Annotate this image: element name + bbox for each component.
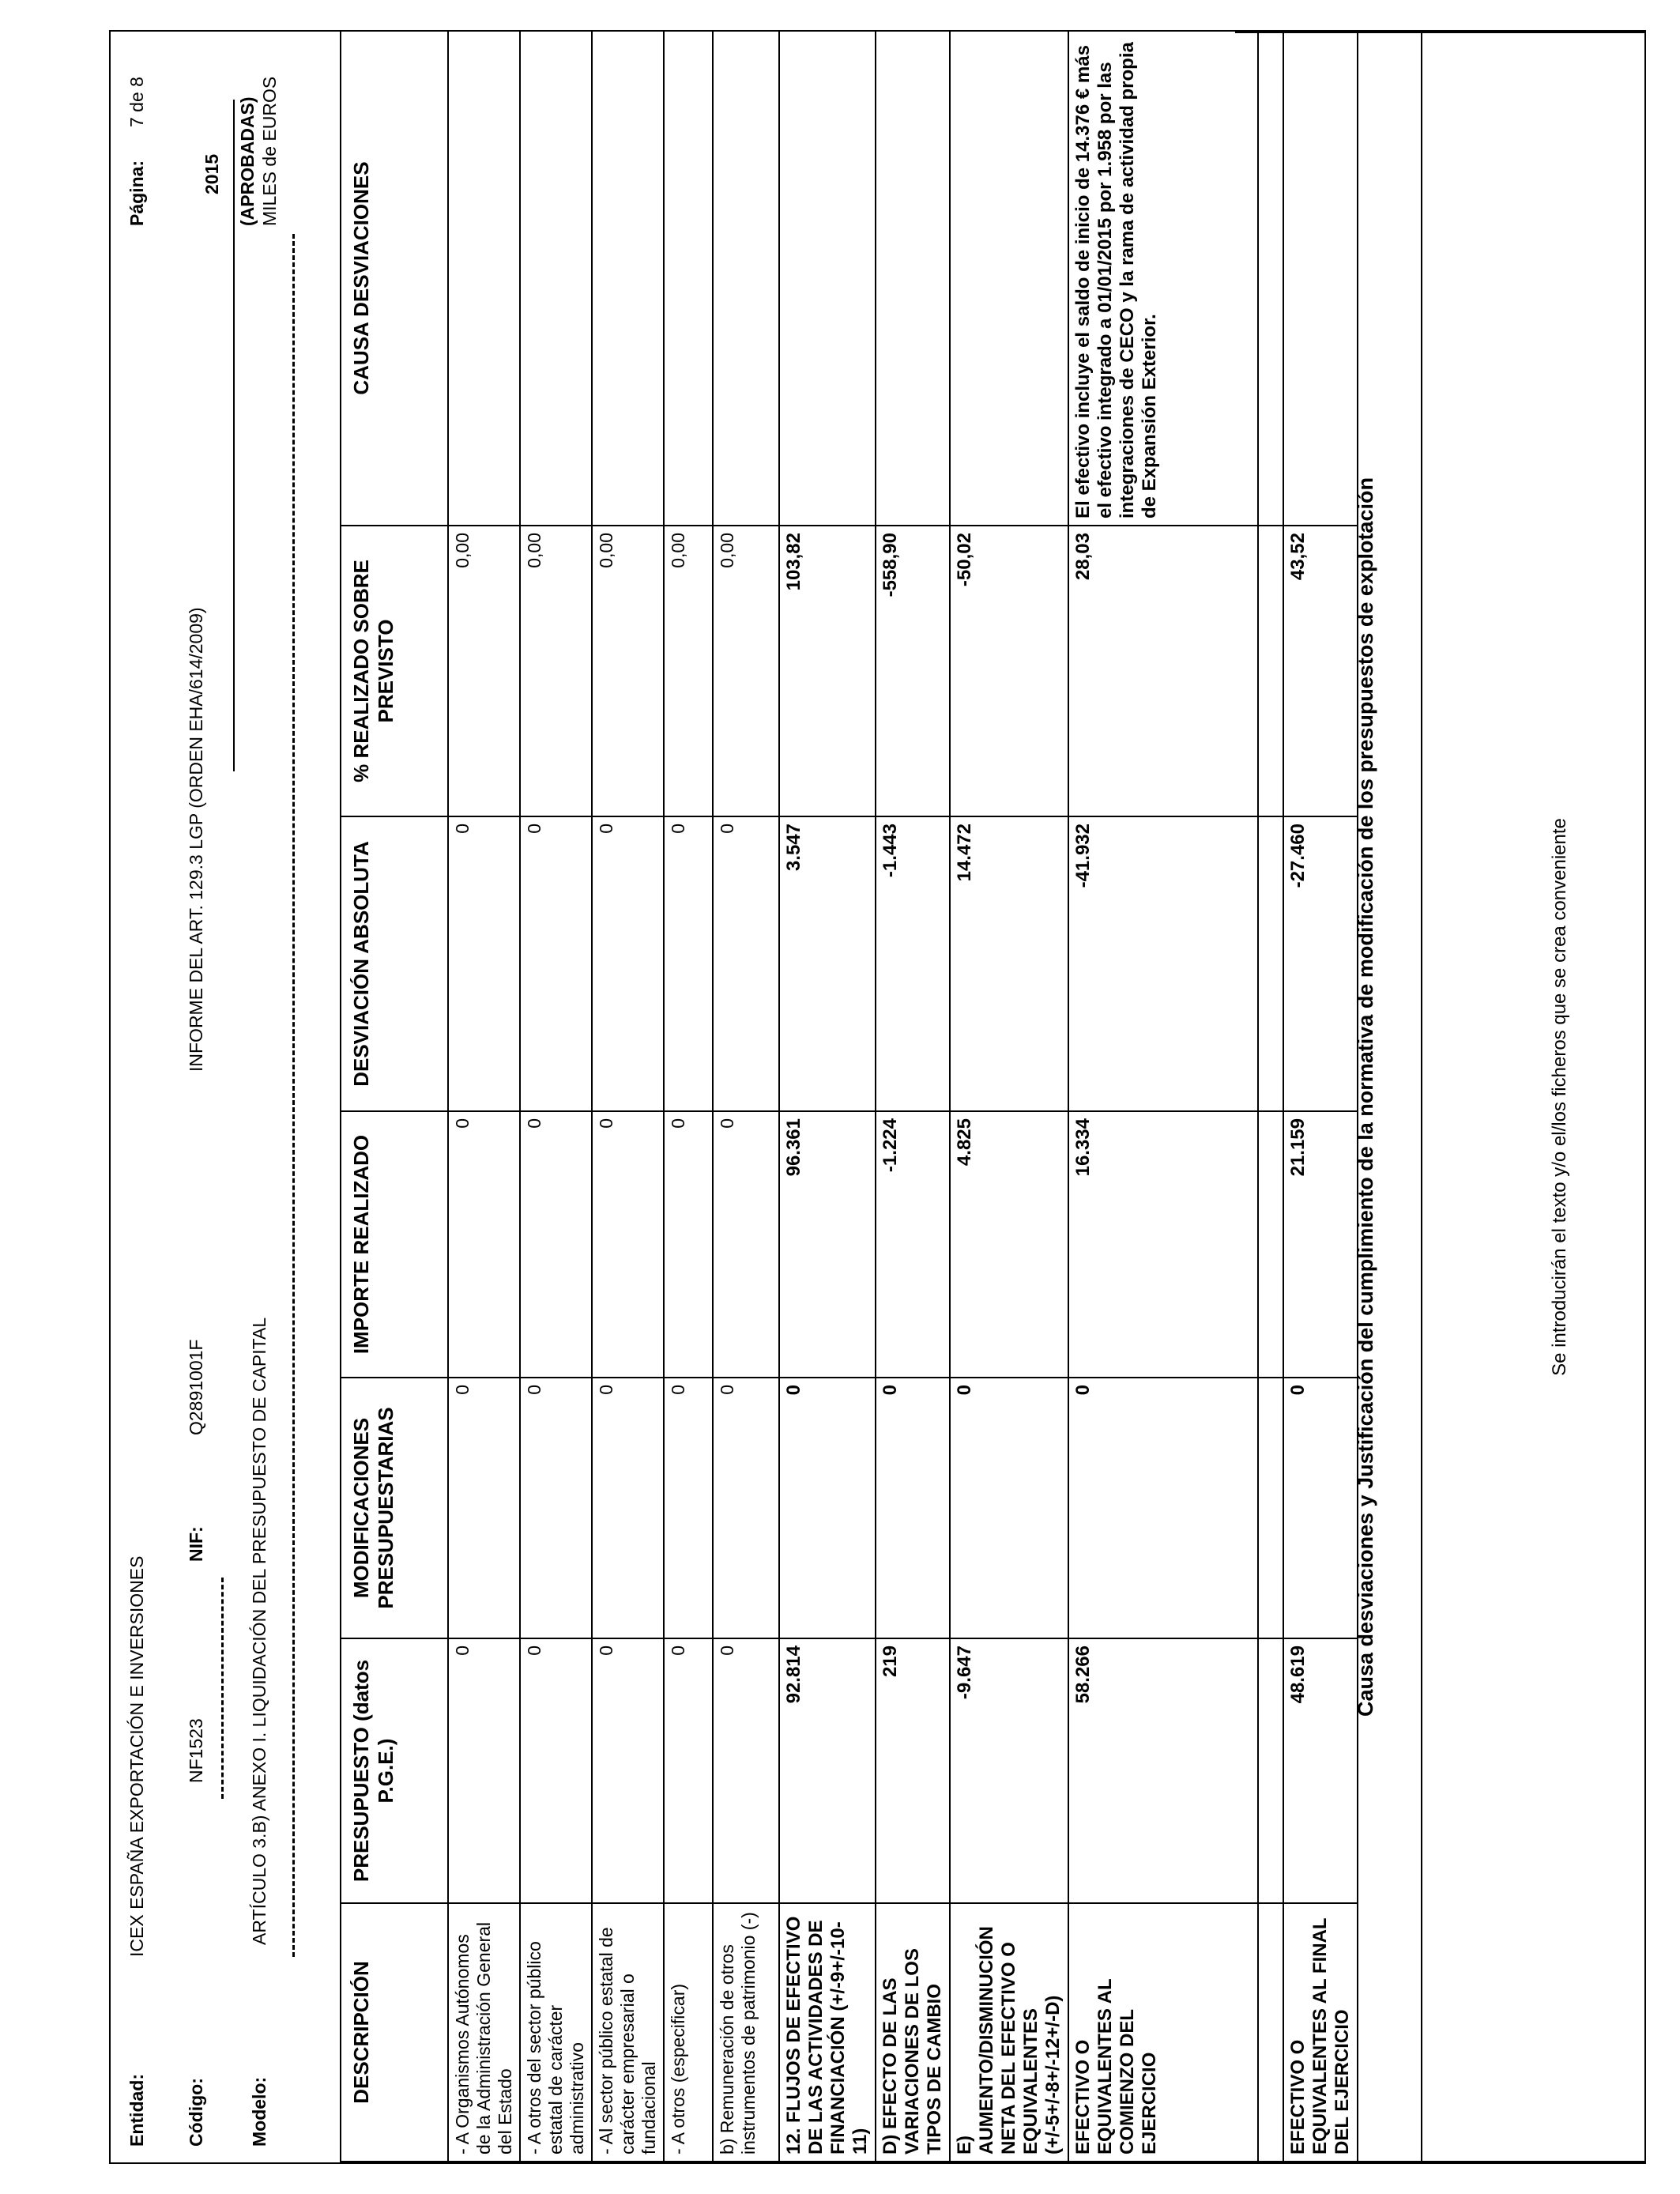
- desviacion-cell: 0: [592, 816, 664, 1111]
- modificaciones-cell: 0: [950, 1378, 1068, 1638]
- presupuesto-cell: 0: [592, 1638, 664, 1903]
- modelo-value: ARTÍCULO 3.B) ANEXO I. LIQUIDACIÓN DEL PRESUPUESTO DE CAPITAL: [249, 1317, 269, 1945]
- modificaciones-cell: 0: [876, 1378, 950, 1638]
- causa-cell: [592, 31, 664, 526]
- porcentaje-cell: 0,00: [713, 526, 779, 816]
- table-row: [779, 31, 876, 2162]
- justificacion-title: Causa desviaciones y Justificación del cumplimiento de la normativa de modificación de los presupuestos de explotación: [1354, 477, 1377, 1717]
- presupuesto-cell: 0: [713, 1638, 779, 1903]
- causa-cell: [876, 31, 950, 526]
- presupuesto-cell: 219: [876, 1638, 950, 1903]
- porcentaje-cell: 0,00: [592, 526, 664, 816]
- row-description: - A Organismos Autónomos de la Administración General del Estado: [448, 1903, 520, 2162]
- importe-cell: -1.224: [876, 1111, 950, 1378]
- entidad-value: ICEX ESPAÑA EXPORTACIÓN E INVERSIONES: [126, 1555, 147, 1957]
- modelo-label: Modelo:: [249, 2076, 269, 2147]
- year: 2015: [202, 153, 222, 194]
- modificaciones-cell: 0: [1283, 1378, 1358, 1638]
- codigo-value: NF1523: [186, 1718, 206, 1783]
- col-presupuesto: PRESUPUESTO (datos P.G.E.): [341, 1638, 448, 1903]
- causa-cell: El efectivo incluye el saldo de inicio de 14.376 € más el efectivo integrado a 01/01/2015 por 1.958 por las integraciones de CECO y la rama de actividad propia de Expansión Exterior.: [1068, 31, 1283, 526]
- porcentaje-cell: 0,00: [520, 526, 592, 816]
- importe-cell: 0: [713, 1111, 779, 1378]
- presupuesto-cell: -9.647: [950, 1638, 1068, 1903]
- pagina-value: 7 de 8: [126, 77, 147, 127]
- importe-cell: 21.159: [1283, 1111, 1358, 1378]
- entidad-label: Entidad:: [126, 2074, 147, 2147]
- table-row: [520, 31, 592, 2162]
- informe-title: INFORME DEL ART. 129.3 LGP (ORDEN EHA/614/2009): [186, 607, 206, 1072]
- modificaciones-cell: 0: [448, 1378, 520, 1638]
- table-header-row: [341, 31, 448, 2162]
- importe-cell: 0: [520, 1111, 592, 1378]
- informe-underline: [233, 100, 235, 771]
- desviacion-cell: 0: [448, 816, 520, 1111]
- modificaciones-cell: 0: [520, 1378, 592, 1638]
- causa-cell: [950, 31, 1068, 526]
- desviacion-cell: -27.460: [1283, 816, 1358, 1111]
- causa-cell: [664, 31, 713, 526]
- causa-cell: [520, 31, 592, 526]
- porcentaje-cell: 28,03: [1068, 526, 1283, 816]
- presupuesto-cell: 0: [448, 1638, 520, 1903]
- desviacion-cell: -1.443: [876, 816, 950, 1111]
- row-description: - A otros (especificar): [664, 1903, 713, 2162]
- importe-cell: 0: [664, 1111, 713, 1378]
- importe-cell: 16.334: [1068, 1111, 1283, 1378]
- porcentaje-cell: 0,00: [448, 526, 520, 816]
- col-importe: IMPORTE REALIZADO: [341, 1111, 448, 1378]
- porcentaje-cell: 43,52: [1283, 526, 1358, 816]
- row-description: E) AUMENTO/DISMINUCIÓN NETA DEL EFECTIVO O EQUIVALENTES (+/-5+/-8+/-12+/-D): [950, 1903, 1068, 2162]
- col-porcentaje: % REALIZADO SOBRE PREVISTO: [341, 526, 448, 816]
- unidades: MILES de EUROS: [259, 76, 280, 226]
- nif-value: Q2891001F: [186, 1339, 206, 1435]
- desviacion-cell: 14.472: [950, 816, 1068, 1111]
- modificaciones-cell: 0: [592, 1378, 664, 1638]
- desviacion-cell: 0: [713, 816, 779, 1111]
- ficheros-section: [1421, 32, 1646, 2162]
- table-row: [448, 31, 520, 2162]
- col-desviacion: DESVIACIÓN ABSOLUTA: [341, 816, 448, 1111]
- importe-cell: 96.361: [779, 1111, 876, 1378]
- row-description: b) Remuneración de otros instrumentos de patrimonio (-): [713, 1903, 779, 2162]
- presupuesto-cell: 92.814: [779, 1638, 876, 1903]
- row-description: - A otros del sector público estatal de carácter administrativo: [520, 1903, 592, 2162]
- importe-cell: 0: [448, 1111, 520, 1378]
- modificaciones-cell: 0: [1068, 1378, 1283, 1638]
- presupuesto-cell: 58.266: [1068, 1638, 1283, 1903]
- justificacion-section: [1257, 32, 1422, 2162]
- importe-cell: 4.825: [950, 1111, 1068, 1378]
- desviacion-cell: 0: [664, 816, 713, 1111]
- pagina-label: Página:: [126, 160, 147, 226]
- porcentaje-cell: 103,82: [779, 526, 876, 816]
- modelo-underline: [292, 234, 295, 1957]
- modificaciones-cell: 0: [779, 1378, 876, 1638]
- table-row: [713, 31, 779, 2162]
- causa-cell: [779, 31, 876, 526]
- desviacion-cell: 0: [520, 816, 592, 1111]
- table-row: [664, 31, 713, 2162]
- col-causa: CAUSA DESVIACIONES: [341, 31, 448, 526]
- row-description: - Al sector público estatal de carácter empresarial o fundacional: [592, 1903, 664, 2162]
- aprobadas: (APROBADAS): [237, 96, 258, 226]
- table-row: [592, 31, 664, 2162]
- nif-label: NIF:: [186, 1526, 206, 1562]
- presupuesto-cell: 0: [664, 1638, 713, 1903]
- col-modificaciones: MODIFICACIONES PRESUPUESTARIAS: [341, 1378, 448, 1638]
- row-description: EFECTIVO O EQUIVALENTES AL FINAL DEL EJERCICIO: [1283, 1903, 1358, 2162]
- table-row: [876, 31, 950, 2162]
- porcentaje-cell: -558,90: [876, 526, 950, 816]
- spacer-section: [1235, 32, 1257, 2162]
- col-descripcion: DESCRIPCIÓN: [341, 1903, 448, 2162]
- desviacion-cell: -41.932: [1068, 816, 1283, 1111]
- table-row: [950, 31, 1068, 2162]
- importe-cell: 0: [592, 1111, 664, 1378]
- modificaciones-cell: 0: [664, 1378, 713, 1638]
- causa-cell: [448, 31, 520, 526]
- row-description: 12. FLUJOS DE EFECTIVO DE LAS ACTIVIDADES DE FINANCIACIÓN (+/-9+/-10-11): [779, 1903, 876, 2162]
- modificaciones-cell: 0: [713, 1378, 779, 1638]
- row-description: EFECTIVO O EQUIVALENTES AL COMIENZO DEL EJERCICIO: [1068, 1903, 1283, 2162]
- presupuesto-cell: 0: [520, 1638, 592, 1903]
- desviacion-cell: 3.547: [779, 816, 876, 1111]
- codigo-underline: [221, 1578, 224, 1799]
- budget-table: [340, 30, 1358, 2162]
- presupuesto-cell: 48.619: [1283, 1638, 1358, 1903]
- porcentaje-cell: 0,00: [664, 526, 713, 816]
- porcentaje-cell: -50,02: [950, 526, 1068, 816]
- causa-cell: [713, 31, 779, 526]
- codigo-label: Código:: [186, 2078, 206, 2147]
- row-description: D) EFECTO DE LAS VARIACIONES DE LOS TIPOS DE CAMBIO: [876, 1903, 950, 2162]
- ficheros-note: Se introducirán el texto y/o el/los ficheros que se crea conveniente: [1549, 818, 1570, 1376]
